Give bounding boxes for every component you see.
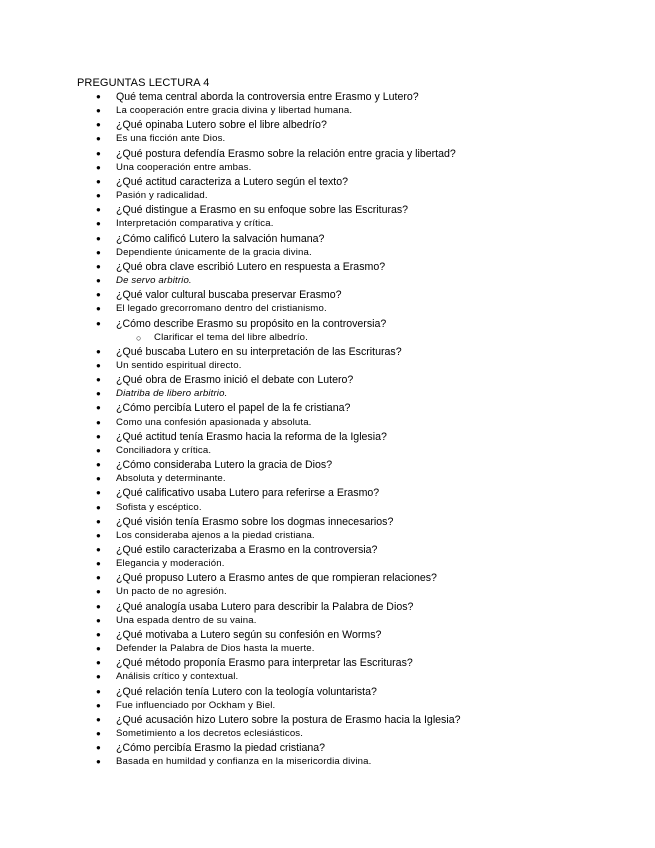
bullet-icon: ●: [96, 304, 101, 314]
answer-text: Conciliadora y crítica.: [116, 444, 212, 456]
answer-text: De servo arbitrio.: [116, 275, 192, 287]
question-text: ¿Qué buscaba Lutero en su interpretación de las Escrituras?: [116, 345, 402, 358]
question-text: ¿Qué actitud caracteriza a Lutero según el texto?: [116, 175, 349, 188]
bullet-icon: ●: [96, 389, 101, 399]
answer-text: Sofista y escéptico.: [116, 501, 202, 513]
question-text: ¿Qué obra de Erasmo inició el debate con Lutero?: [116, 374, 354, 387]
answer-text: Es una ficción ante Dios.: [116, 133, 226, 145]
bullet-icon: ●: [96, 403, 101, 413]
bullet-icon: ●: [96, 460, 101, 470]
bullet-icon: ●: [96, 276, 101, 286]
bullet-icon: ●: [96, 431, 101, 441]
bullet-icon: ●: [96, 658, 101, 668]
answer-text: Pasión y radicalidad.: [116, 190, 208, 202]
question-text: ¿Qué estilo caracterizaba a Erasmo en la controversia?: [116, 544, 378, 556]
answer-text: Una cooperación entre ambas.: [116, 161, 252, 173]
answer-text: Fue influenciado por Ockham y Biel.: [116, 699, 276, 711]
bullet-icon: ●: [96, 445, 101, 455]
question-text: ¿Qué analogía usaba Lutero para describir la Palabra de Dios?: [116, 600, 414, 613]
question-text: ¿Cómo describe Erasmo su propósito en la controversia?: [116, 317, 387, 330]
bullet-icon: ●: [96, 219, 101, 229]
bullet-icon: ●: [96, 629, 101, 639]
question-text: ¿Qué visión tenía Erasmo sobre los dogmas innecesarios?: [116, 515, 394, 528]
bullet-icon: ●: [96, 601, 101, 611]
answer-text: Absoluta y determinante.: [116, 473, 226, 485]
bullet-icon: ●: [96, 530, 101, 540]
bullet-icon: ●: [96, 261, 101, 271]
bullet-icon: ●: [96, 686, 101, 696]
bullet-icon: ●: [96, 92, 101, 101]
answer-text: Dependiente únicamente de la gracia divina.: [116, 246, 312, 258]
bullet-icon: ●: [96, 120, 101, 130]
bullet-icon: ●: [96, 360, 101, 370]
answer-text: Una espada dentro de su vaina.: [116, 614, 257, 626]
bullet-icon: ●: [96, 587, 101, 597]
document-title: PREGUNTAS LECTURA 4: [77, 77, 210, 89]
question-text: ¿Qué método proponía Erasmo para interpretar las Escrituras?: [116, 657, 413, 670]
bullet-icon: ●: [96, 488, 101, 498]
question-text: ¿Qué acusación hizo Lutero sobre la postura de Erasmo hacia la Iglesia?: [116, 713, 461, 726]
question-text: ¿Qué actitud tenía Erasmo hacia la reforma de la Iglesia?: [116, 430, 387, 443]
bullet-icon: ●: [96, 247, 101, 257]
question-text: Qué tema central aborda la controversia entre Erasmo y Lutero?: [116, 91, 419, 103]
bullet-icon: ●: [96, 375, 101, 385]
bullet-icon: ●: [96, 502, 101, 512]
bullet-icon: ●: [96, 672, 101, 682]
bullet-icon: ●: [96, 176, 101, 186]
question-text: ¿Cómo percibía Lutero el papel de la fe cristiana?: [116, 402, 351, 415]
bullet-icon: ●: [96, 474, 101, 484]
question-text: ¿Qué distingue a Erasmo en su enfoque sobre las Escrituras?: [116, 204, 409, 217]
bullet-icon: ●: [96, 644, 101, 654]
answer-text: Diatriba de libero arbitrio.: [116, 388, 228, 400]
bullet-icon: ●: [96, 162, 101, 172]
answer-text: Defender la Palabra de Dios hasta la muerte.: [116, 643, 315, 655]
question-text: ¿Qué valor cultural buscaba preservar Erasmo?: [116, 289, 342, 302]
bullet-icon: ●: [96, 545, 101, 554]
bullet-icon: ●: [96, 714, 101, 724]
answer-text: Un pacto de no agresión.: [116, 586, 227, 598]
bullet-icon: ●: [96, 134, 101, 144]
answer-text: Sometimiento a los decretos eclesiásticos.: [116, 728, 304, 740]
answer-text: Análisis crítico y contextual.: [116, 671, 239, 683]
question-text: ¿Qué postura defendía Erasmo sobre la relación entre gracia y libertad?: [116, 147, 456, 160]
bullet-icon: ●: [96, 700, 101, 710]
question-text: ¿Qué calificativo usaba Lutero para referirse a Erasmo?: [116, 487, 380, 500]
question-text: ¿Qué obra clave escribió Lutero en respuesta a Erasmo?: [116, 260, 386, 273]
bullet-icon: ●: [96, 318, 101, 328]
answer-text: Interpretación comparativa y crítica.: [116, 218, 274, 230]
answer-text: Un sentido espiritual directo.: [116, 359, 242, 371]
answer-text: Como una confesión apasionada y absoluta.: [116, 416, 312, 428]
answer-text: Clarificar el tema del libre albedrío.: [154, 331, 308, 343]
answer-text: La cooperación entre gracia divina y libertad humana.: [116, 105, 353, 117]
sub-bullet-icon: ○: [136, 332, 142, 343]
bullet-icon: ●: [96, 516, 101, 526]
question-text: ¿Qué relación tenía Lutero con la teología voluntarista?: [116, 685, 377, 698]
question-text: ¿Qué propuso Lutero a Erasmo antes de que rompieran relaciones?: [116, 572, 437, 585]
bullet-icon: ●: [96, 233, 101, 243]
bullet-icon: ●: [96, 743, 101, 753]
answer-text: Los consideraba ajenos a la piedad cristiana.: [116, 529, 315, 541]
bullet-icon: ●: [96, 205, 101, 215]
bullet-icon: ●: [96, 290, 101, 300]
question-text: ¿Qué opinaba Lutero sobre el libre albedrío?: [116, 119, 327, 132]
question-text: ¿Cómo consideraba Lutero la gracia de Dios?: [116, 459, 333, 472]
answer-text: El legado grecorromano dentro del cristianismo.: [116, 303, 327, 315]
question-text: ¿Cómo percibía Erasmo la piedad cristiana?: [116, 742, 326, 755]
bullet-icon: ●: [96, 729, 101, 739]
bullet-icon: ●: [96, 559, 101, 569]
bullet-icon: ●: [96, 573, 101, 583]
bullet-icon: ●: [96, 148, 101, 158]
bullet-icon: ●: [96, 615, 101, 625]
answer-text: Elegancia y moderación.: [116, 558, 225, 570]
bullet-icon: ●: [96, 417, 101, 427]
bullet-icon: ●: [96, 346, 101, 356]
question-text: ¿Qué motivaba a Lutero según su confesión en Worms?: [116, 628, 382, 641]
bullet-icon: ●: [96, 106, 101, 116]
bullet-icon: ●: [96, 757, 101, 767]
question-text: ¿Cómo calificó Lutero la salvación humana?: [116, 232, 325, 245]
answer-text: Basada en humildad y confianza en la misericordia divina.: [116, 756, 372, 768]
bullet-icon: ●: [96, 191, 101, 201]
